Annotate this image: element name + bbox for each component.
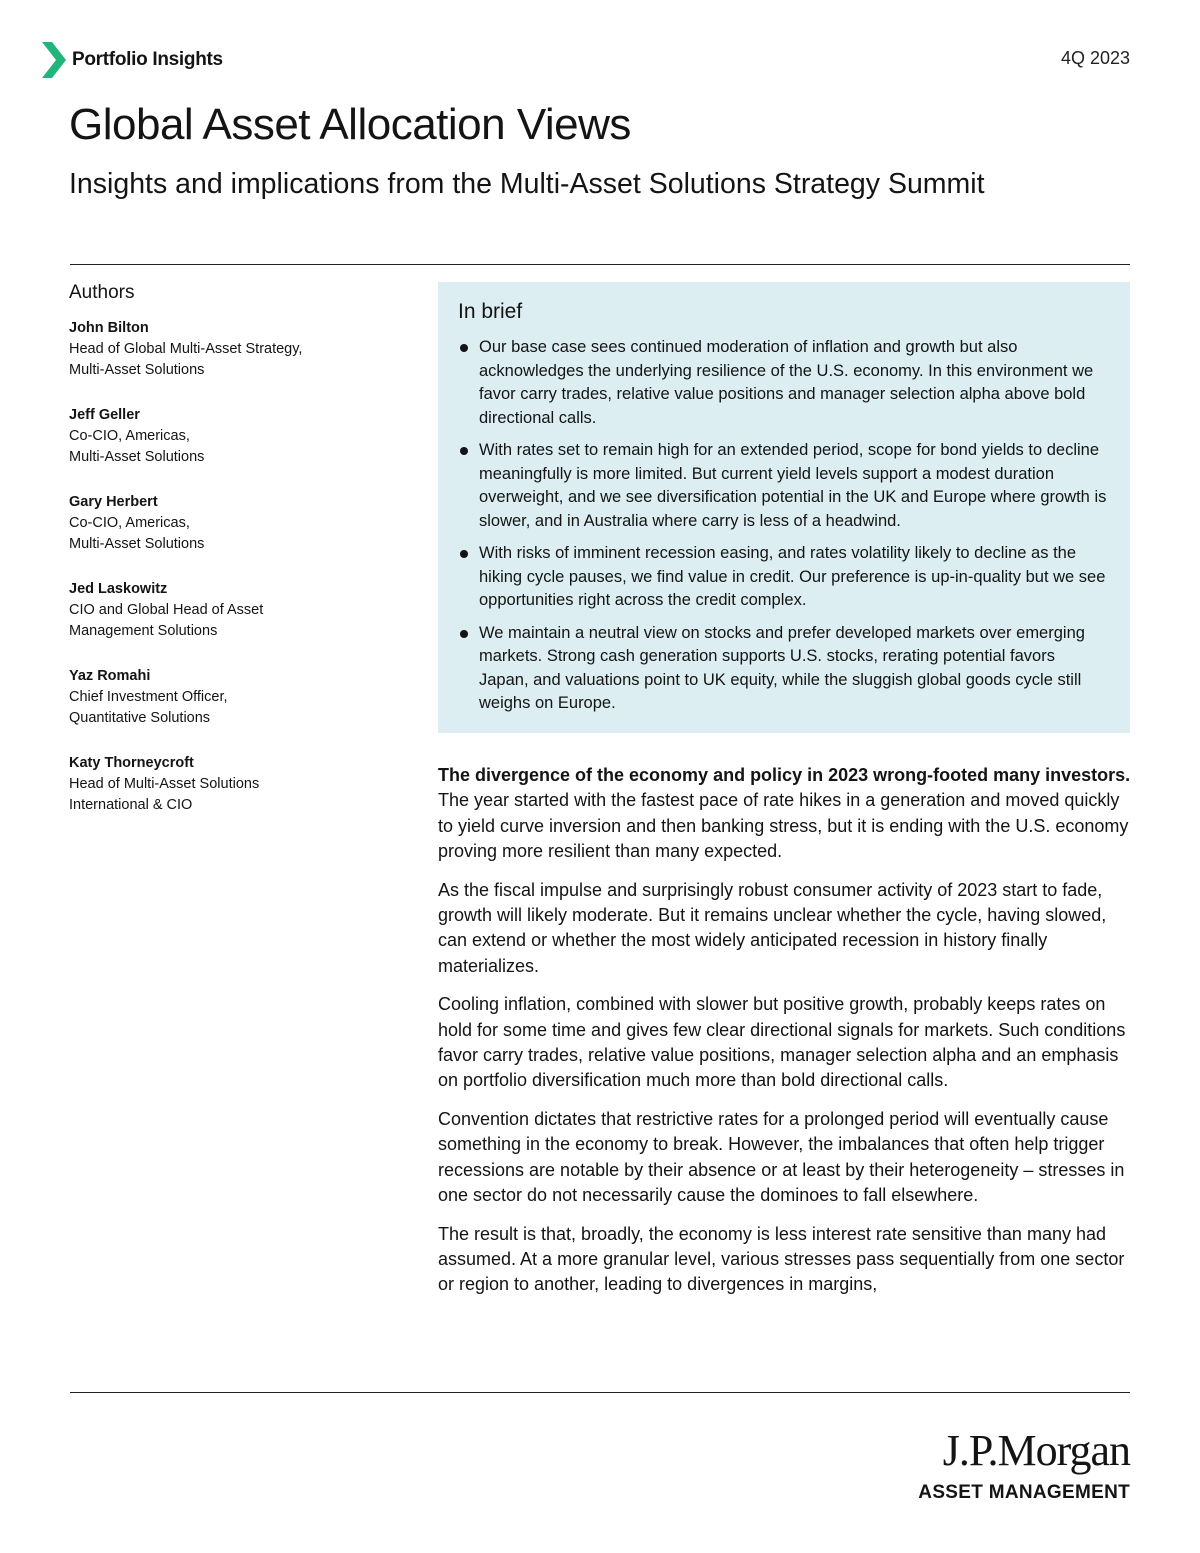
jpmorgan-logo	[918, 1428, 1130, 1504]
brand-label: Portfolio Insights	[72, 49, 223, 70]
brand	[40, 42, 223, 78]
author-name: Katy Thorneycroft	[69, 755, 194, 771]
in-brief-text: We maintain a neutral view on stocks and prefer developed markets over emerging markets. Strong cash generation supports U.S. stocks, rerating potential favors Japan, and valuations point to UK equity, while the sluggish global goods cycle still weighs on Europe.	[479, 623, 1085, 712]
author-role: Head of Global Multi-Asset Strategy, Multi-Asset Solutions	[69, 341, 303, 378]
body-paragraph: As the fiscal impulse and surprisingly robust consumer activity of 2023 start to fade, growth will likely moderate. But it remains unclear whether the cycle, having slowed, can extend or whether the most widely anticipated recession in history finally materializes.	[438, 879, 1107, 976]
author-entry	[69, 318, 399, 381]
author-role: CIO and Global Head of Asset Management Solutions	[69, 602, 264, 639]
authors-column	[69, 282, 399, 840]
bottom-divider	[70, 1392, 1130, 1393]
in-brief-text: With risks of imminent recession easing, and rates volatility likely to decline as the hiking cycle pauses, we find value in credit. Our preference is up-in-quality but we see opportunities right across the credit complex.	[479, 544, 1106, 609]
publication-date: 4Q 2023	[1060, 48, 1130, 68]
in-brief-text: Our base case sees continued moderation of inflation and growth but also acknowledges the underlying resilience of the U.S. economy. In this environment we favor carry trades, relative value positions and manager selection alpha above bold directional calls.	[479, 338, 1094, 427]
body-paragraph: Convention dictates that restrictive rates for a prolonged period will eventually cause something in the economy to break. However, the imbalances that often help trigger recessions are notable by their absence or at least by their heterogeneity – stresses in one sector do not necessarily cause the dominoes to fall elsewhere.	[438, 1108, 1125, 1206]
body-paragraph: The result is that, broadly, the economy is less interest rate sensitive than many had assumed. At a more granular level, various stresses pass sequentially from one sector or region to another, leading to divergences in margins,	[438, 1223, 1125, 1295]
author-entry	[69, 753, 399, 816]
chevron-logo-icon	[40, 42, 66, 78]
top-divider	[70, 264, 1130, 265]
page-subtitle: Insights and implications from the Multi-Asset Solutions Strategy Summit	[69, 168, 985, 200]
author-name: Jed Laskowitz	[69, 581, 168, 597]
body-paragraph	[438, 763, 1134, 865]
in-brief-item	[458, 439, 1108, 533]
bullet-icon	[460, 344, 468, 352]
author-role: Head of Multi-Asset Solutions International & CIO	[69, 776, 260, 813]
in-brief-item	[458, 622, 1108, 716]
bullet-icon	[460, 630, 468, 638]
in-brief-item	[458, 336, 1108, 430]
in-brief-list	[458, 336, 1108, 716]
author-entry	[69, 579, 399, 642]
author-name: Gary Herbert	[69, 494, 158, 510]
in-brief-text: With rates set to remain high for an extended period, scope for bond yields to decline meaningfully is more limited. But current yield levels support a modest duration overweight, and we see diversification potential in the UK and Europe where growth is slower, and in Australia where carry is less of a headwind.	[479, 441, 1107, 530]
author-role: Chief Investment Officer, Quantitative Solutions	[69, 689, 228, 726]
lead-paragraph-rest: The year started with the fastest pace of rate hikes in a generation and moved quickly to yield curve inversion and then banking stress, but it is ending with the U.S. economy proving more resilient than many expected.	[438, 790, 1129, 862]
in-brief-box	[438, 282, 1130, 733]
authors-heading: Authors	[69, 282, 135, 303]
body-paragraphs	[438, 878, 1134, 1298]
author-name: John Bilton	[69, 320, 149, 336]
logo-subtitle: ASSET MANAGEMENT	[918, 1482, 1130, 1503]
author-list	[69, 318, 399, 816]
author-name: Jeff Geller	[69, 407, 140, 423]
in-brief-item	[458, 542, 1108, 613]
author-role: Co-CIO, Americas, Multi-Asset Solutions	[69, 515, 205, 552]
author-name: Yaz Romahi	[69, 668, 151, 684]
author-entry	[69, 666, 399, 729]
author-role: Co-CIO, Americas, Multi-Asset Solutions	[69, 428, 205, 465]
bullet-icon	[460, 447, 468, 455]
author-entry	[69, 492, 399, 555]
in-brief-heading: In brief	[458, 300, 523, 323]
lead-sentence: The divergence of the economy and policy in 2023 wrong-footed many investors.	[438, 765, 1131, 785]
article-body	[438, 763, 1134, 1311]
logo-wordmark: J.P.Morgan	[942, 1426, 1130, 1475]
author-entry	[69, 405, 399, 468]
body-paragraph: Cooling inflation, combined with slower but positive growth, probably keeps rates on hold for some time and gives few clear directional signals for markets. Such conditions favor carry trades, relative value positions, manager selection alpha and an emphasis on portfolio diversification much more than bold directional calls.	[438, 994, 1126, 1091]
page-title: Global Asset Allocation Views	[69, 100, 631, 149]
bullet-icon	[460, 550, 468, 558]
